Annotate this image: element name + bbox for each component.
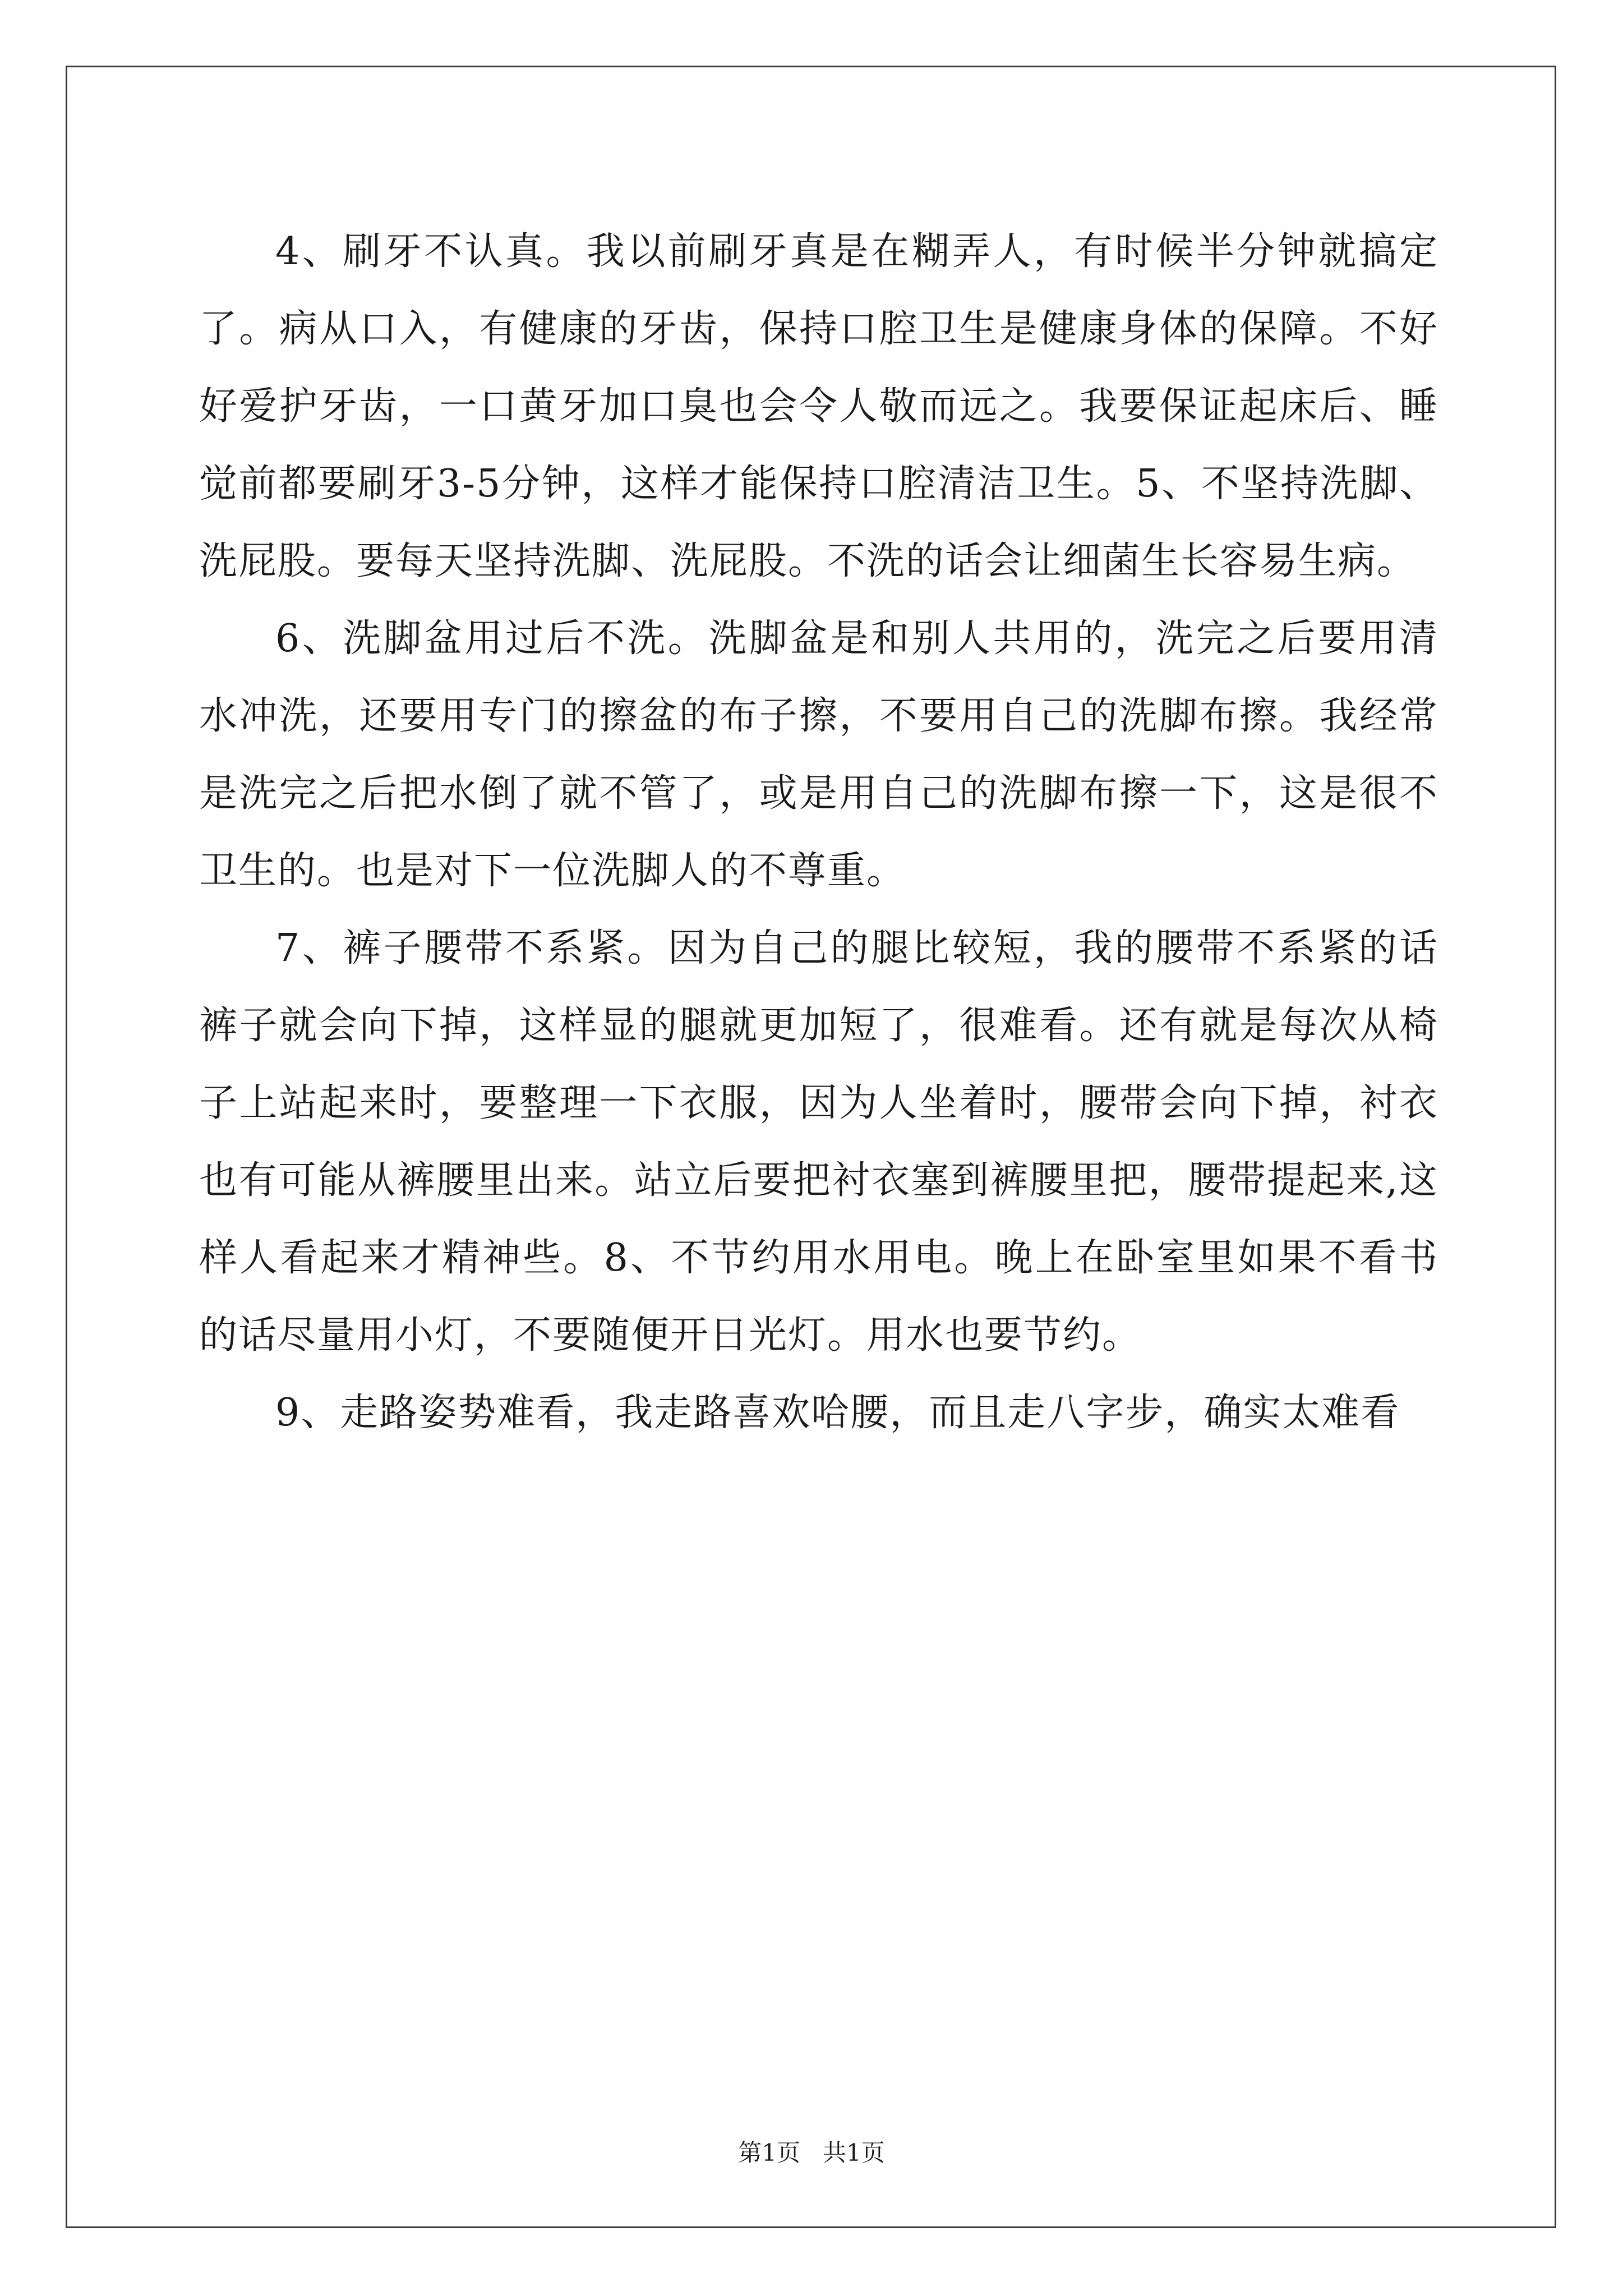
page-number-current: 第1页 <box>738 2139 800 2166</box>
page-number-total: 共1页 <box>823 2139 885 2166</box>
paragraph: 6、洗脚盆用过后不洗。洗脚盆是和别人共用的，洗完之后要用清水冲洗，还要用专门的擦盆的布子擦，不要用自己的洗脚布擦。我经常是洗完之后把水倒了就不管了，或是用自己的洗脚布擦一下，这是很不卫生的。也是对下一位洗脚人的不尊重。 <box>199 616 1438 893</box>
paragraph: 9、走路姿势难看，我走路喜欢哈腰，而且走八字步，确实太难看 <box>275 1391 1400 1435</box>
page-footer <box>0 2136 1623 2170</box>
paragraph: 7、裤子腰带不系紧。因为自己的腿比较短，我的腰带不系紧的话裤子就会向下掉，这样显的腿就更加短了，很难看。还有就是每次从椅子上站起来时，要整理一下衣服，因为人坐着时，腰带会向下掉，衬衣也有可能从裤腰里出来。站立后要把衬衣塞到裤腰里把，腰带提起来,这样人看起来才精神些。8、不节约用水用电。晚上在卧室里如果不看书的话尽量用小灯，不要随便开日光灯。用水也要节约。 <box>199 926 1438 1358</box>
document-body <box>199 213 1438 1452</box>
paragraph: 4、刷牙不认真。我以前刷牙真是在糊弄人，有时候半分钟就搞定了。病从口入，有健康的牙齿，保持口腔卫生是健康身体的保障。不好好爱护牙齿，一口黄牙加口臭也会令人敬而远之。我要保证起床后、睡觉前都要刷牙3-5分钟，这样才能保持口腔清洁卫生。5、不坚持洗脚、洗屁股。要每天坚持洗脚、洗屁股。不洗的话会让细菌生长容易生病。 <box>199 229 1438 583</box>
